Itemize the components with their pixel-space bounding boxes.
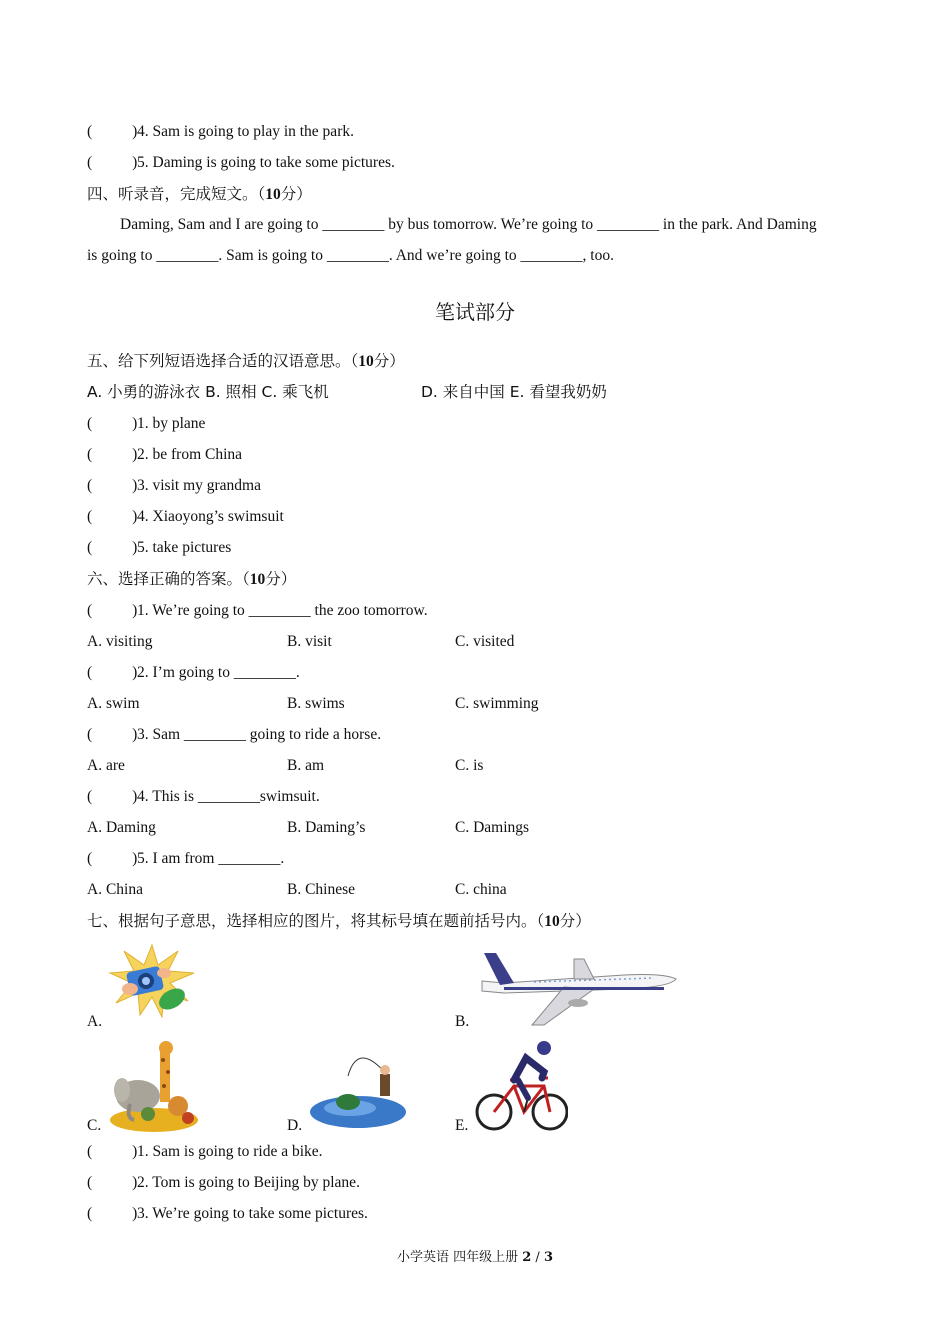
answer-bracket[interactable]: ( ) bbox=[87, 664, 138, 681]
answer-bracket[interactable]: ( ) bbox=[87, 508, 138, 525]
picture-label-e: E. bbox=[455, 1117, 469, 1134]
answer-bracket[interactable]: ( ) bbox=[87, 154, 138, 171]
answer-bracket[interactable]: ( ) bbox=[87, 415, 138, 432]
section-5-item: ( )2. be from China bbox=[87, 446, 243, 463]
section-6-heading: 六、选择正确的答案。（10分） bbox=[87, 570, 297, 588]
section-7-item: ( )1. Sam is going to ride a bike. bbox=[87, 1143, 323, 1160]
section-7-heading: 七、根据句子意思，选择相应的图片，将其标号填在题前括号内。（10分） bbox=[87, 912, 591, 930]
section-7-item: ( )3. We’re going to take some pictures. bbox=[87, 1205, 368, 1222]
answer-bracket[interactable]: ( ) bbox=[87, 123, 138, 140]
answer-bracket[interactable]: ( ) bbox=[87, 788, 138, 805]
choice-c[interactable]: C. visited bbox=[455, 633, 515, 650]
choice-a[interactable]: A. China bbox=[87, 881, 143, 898]
section-5-options-left: A. 小勇的游泳衣 B. 照相 C. 乘飞机 bbox=[87, 383, 329, 401]
choice-c[interactable]: C. Damings bbox=[455, 819, 530, 836]
choice-a[interactable]: A. swim bbox=[87, 695, 140, 712]
picture-label-a: A. bbox=[87, 1013, 103, 1030]
choice-b[interactable]: B. swims bbox=[287, 695, 345, 712]
choice-b[interactable]: B. visit bbox=[287, 633, 332, 650]
picture-label-d: D. bbox=[287, 1117, 303, 1134]
bicycle-icon bbox=[474, 1036, 568, 1132]
section-5-options-right: D. 来自中国 E. 看望我奶奶 bbox=[421, 383, 607, 401]
section-5-item: ( )4. Xiaoyong’s swimsuit bbox=[87, 508, 284, 525]
choice-a[interactable]: A. visiting bbox=[87, 633, 153, 650]
fishing-icon bbox=[308, 1046, 408, 1130]
section-7-item: ( )2. Tom is going to Beijing by plane. bbox=[87, 1174, 360, 1191]
listening-item-5: ( )5. Daming is going to take some pictures. bbox=[87, 154, 395, 171]
section-5-heading: 五、给下列短语选择合适的汉语意思。（10分） bbox=[87, 352, 405, 370]
answer-bracket[interactable]: ( ) bbox=[87, 1205, 138, 1222]
answer-bracket[interactable]: ( ) bbox=[87, 539, 138, 556]
zoo-animals-icon bbox=[108, 1040, 200, 1132]
answer-bracket[interactable]: ( ) bbox=[87, 477, 138, 494]
camera-icon bbox=[108, 943, 196, 1018]
section-6-question: ( )3. Sam ________ going to ride a horse. bbox=[87, 726, 382, 743]
section-4-heading: 四、听录音，完成短文。（10分） bbox=[87, 185, 312, 203]
choice-c[interactable]: C. china bbox=[455, 881, 507, 898]
choice-c[interactable]: C. swimming bbox=[455, 695, 539, 712]
answer-bracket[interactable]: ( ) bbox=[87, 446, 138, 463]
choice-c[interactable]: C. is bbox=[455, 757, 484, 774]
listening-item-4: ( )4. Sam is going to play in the park. bbox=[87, 123, 354, 140]
answer-bracket[interactable]: ( ) bbox=[87, 1174, 138, 1191]
choice-a[interactable]: A. Daming bbox=[87, 819, 156, 836]
section-6-question: ( )2. I’m going to ________. bbox=[87, 664, 300, 681]
section-5-item: ( )1. by plane bbox=[87, 415, 206, 432]
section-5-item: ( )5. take pictures bbox=[87, 539, 232, 556]
page-footer: 小学英语 四年级上册 2 / 3 bbox=[396, 1250, 553, 1265]
section-6-question: ( )5. I am from ________. bbox=[87, 850, 285, 867]
section-4-passage-line-2: is going to ________. Sam is going to ________. And we’re going to ________, too. bbox=[87, 247, 614, 264]
page-title: 笔试部分 bbox=[435, 300, 515, 324]
airplane-icon bbox=[474, 945, 680, 1027]
choice-a[interactable]: A. are bbox=[87, 757, 125, 774]
picture-label-c: C. bbox=[87, 1117, 102, 1134]
answer-bracket[interactable]: ( ) bbox=[87, 602, 138, 619]
choice-b[interactable]: B. Daming’s bbox=[287, 819, 366, 836]
answer-bracket[interactable]: ( ) bbox=[87, 726, 138, 743]
section-6-question: ( )1. We’re going to ________ the zoo tomorrow. bbox=[87, 602, 428, 619]
section-5-item: ( )3. visit my grandma bbox=[87, 477, 261, 494]
section-4-passage-line-1: Daming, Sam and I are going to ________ by bus tomorrow. We’re going to ________ in the park. And Daming bbox=[120, 216, 817, 233]
answer-bracket[interactable]: ( ) bbox=[87, 850, 138, 867]
choice-b[interactable]: B. Chinese bbox=[287, 881, 356, 898]
picture-label-b: B. bbox=[455, 1013, 470, 1030]
answer-bracket[interactable]: ( ) bbox=[87, 1143, 138, 1160]
choice-b[interactable]: B. am bbox=[287, 757, 325, 774]
section-6-question: ( )4. This is ________swimsuit. bbox=[87, 788, 320, 805]
